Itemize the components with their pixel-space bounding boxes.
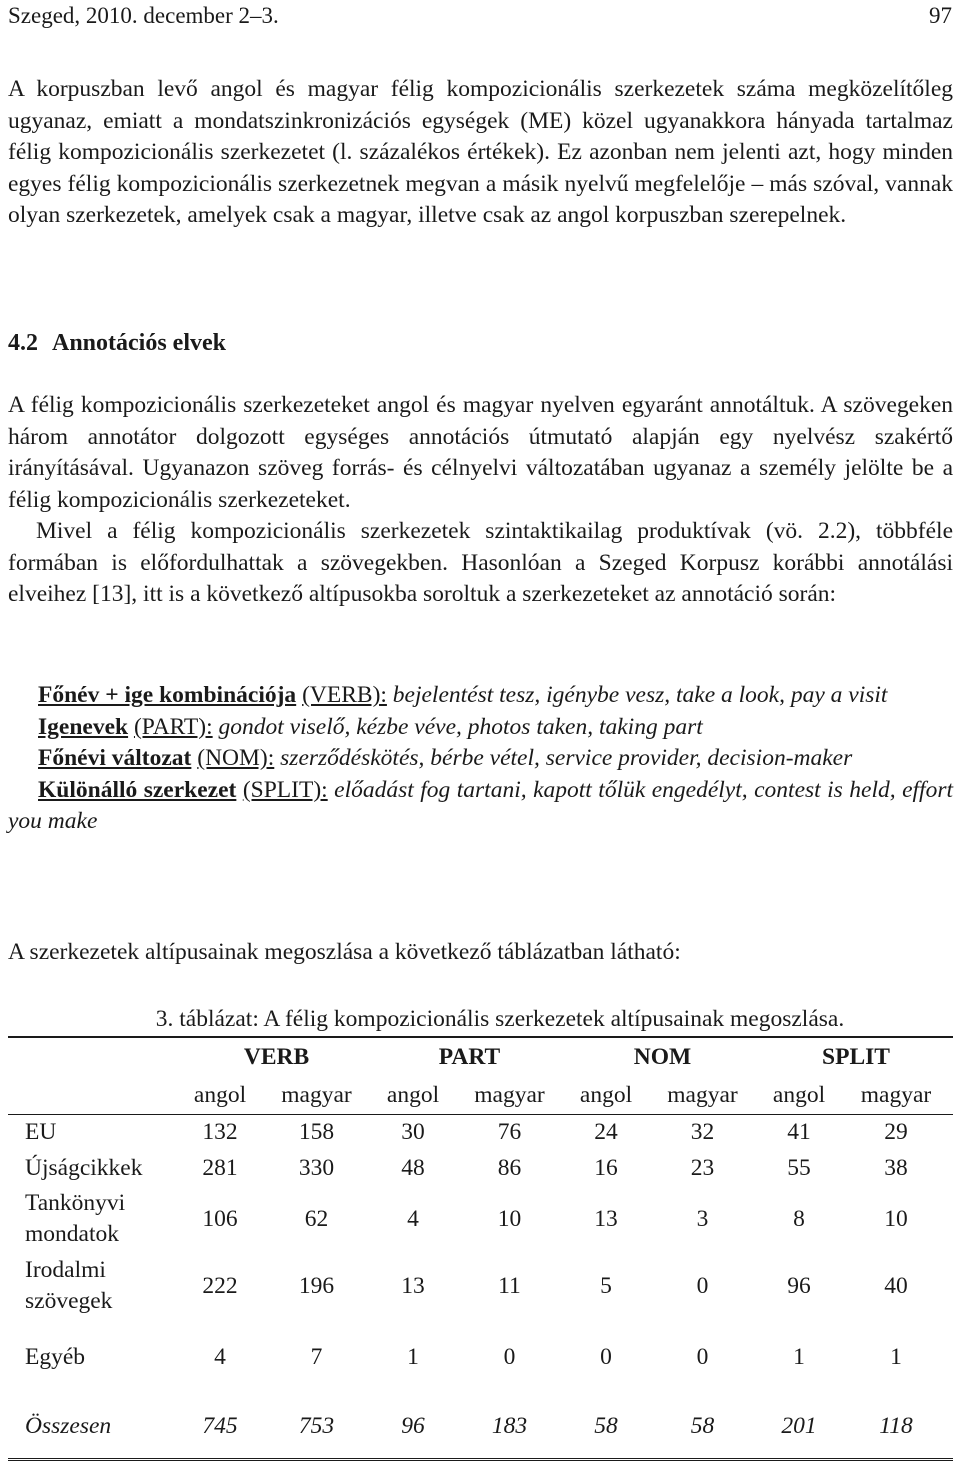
section-heading <box>8 327 226 359</box>
table-cell: 196 <box>298 1272 335 1299</box>
table-cell: 40 <box>884 1272 908 1299</box>
table-cell: 0 <box>696 1272 709 1299</box>
table-cell: 5 <box>600 1272 612 1299</box>
subtype-item <box>8 743 953 775</box>
table-row <box>8 1186 953 1252</box>
table-cell: 281 <box>202 1154 238 1181</box>
subtype-examples: bejelentést tesz, igénybe vesz, take a look, pay a visit <box>392 682 888 708</box>
table-intro: A szerkezetek altípusainak megoszlása a következő táblázatban látható: <box>8 939 681 965</box>
table-cell: 10 <box>884 1205 908 1232</box>
table-cell: 86 <box>497 1154 522 1181</box>
total-cell: 745 <box>202 1412 238 1439</box>
table-cell: 4 <box>407 1205 419 1232</box>
table-cell: 55 <box>787 1154 811 1181</box>
table-cell: 132 <box>202 1119 238 1145</box>
subtype-term: Főnévi változat <box>38 745 192 771</box>
table-cell: 11 <box>498 1272 521 1299</box>
section-paragraph-2: Mivel a félig kompozicionális szerkezetek szintaktikailag produktívak (vö. 2.2), többféle formában is előfordulhattak a szövegekben. Hasonlóan a Szeged Korpusz korábbi annotálási elveihez [13], itt is a következő altípusokba soroltuk a szerkezeteket az annotáció során: <box>8 518 953 607</box>
table-cell: 330 <box>298 1154 335 1181</box>
subtype-item <box>8 680 953 712</box>
table-cell: 1 <box>890 1343 902 1370</box>
subtype-term: Igenevek <box>38 713 129 740</box>
subtype-term: Főnév + ige kombinációja <box>38 682 297 708</box>
table-cell: 222 <box>202 1272 238 1299</box>
row-label <box>8 1320 180 1394</box>
table-cell: 3 <box>696 1205 709 1232</box>
subtype-term: Különálló szerkezet <box>38 776 237 803</box>
table-caption-text: 3. táblázat: A félig kompozicionális szerkezetek altípusainak megoszlása. <box>155 1006 845 1032</box>
row-label-line: Egyéb <box>25 1343 86 1370</box>
table-cell: 10 <box>497 1205 522 1232</box>
subtype-examples: szerződéskötés, bérbe vétel, service provider, decision-maker <box>280 745 853 771</box>
table-cell: 8 <box>793 1205 805 1232</box>
subtype-code: (NOM): <box>197 745 275 771</box>
row-label-line: Újságcikkek <box>25 1154 143 1181</box>
row-label <box>8 1186 180 1252</box>
column-subheader: magyar <box>281 1081 352 1108</box>
table-cell: 62 <box>304 1205 329 1232</box>
table-cell: 23 <box>690 1154 715 1181</box>
row-label-line: szövegek <box>25 1288 113 1314</box>
total-cell: 58 <box>594 1412 618 1439</box>
column-group-header: NOM <box>633 1043 692 1070</box>
subtype-examples: gondot viselő, kézbe véve, photos taken, taking part <box>218 713 703 740</box>
running-header-date: Szeged, 2010. december 2–3. <box>8 3 279 28</box>
column-group-header: PART <box>438 1043 501 1070</box>
subtype-code: (VERB): <box>302 682 387 708</box>
table-row <box>8 1252 953 1320</box>
table-cell: 7 <box>310 1343 323 1370</box>
table-cell: 4 <box>214 1343 226 1370</box>
row-label <box>8 1115 180 1151</box>
subtype-code: (PART): <box>133 713 213 740</box>
table-cell: 106 <box>202 1205 238 1232</box>
table-cell: 30 <box>401 1119 425 1145</box>
section-title: Annotációs elvek <box>52 330 226 356</box>
intro-paragraph: A korpuszban levő angol és magyar félig kompozicionális szerkezetek száma megközelítőleg ugyanaz, emiatt a mondatszinkronizációs egységek (ME) közel ugyanakkora hányada tartalmaz félig kompozicionális szerkezetet (l. százalékos értékek). Ez azonban nem jelenti azt, hogy minden egyes félig kompozicionális szerkezetnek megvan a másik nyelvű megfelelője – más szóval, vannak olyan szerkezetek, amelyek csak a magyar, illetve csak az angol korpuszban szerepelnek. <box>8 76 953 228</box>
table-cell: 48 <box>401 1154 425 1181</box>
table-cell: 76 <box>497 1119 522 1145</box>
page-header <box>8 2 952 30</box>
column-subheader: magyar <box>667 1081 738 1108</box>
table-corner <box>8 1037 180 1076</box>
table-row <box>8 1320 953 1394</box>
subtype-examples: előadást fog tartani, kapott tőlük engedélyt, contest is held, effort you make <box>8 776 954 834</box>
total-cell: 753 <box>298 1412 335 1439</box>
table-group-header-row <box>8 1037 953 1076</box>
row-label-line: mondatok <box>25 1221 119 1247</box>
table-cell: 29 <box>884 1119 908 1145</box>
table-cell: 0 <box>696 1343 709 1370</box>
row-label-line: Irodalmi <box>25 1257 106 1283</box>
page-number: 97 <box>929 3 952 28</box>
row-label-line: EU <box>25 1119 57 1145</box>
column-subheader: angol <box>772 1081 826 1108</box>
subtype-item <box>8 775 953 838</box>
distribution-table <box>8 1036 953 1461</box>
total-label: Összesen <box>25 1412 112 1439</box>
table-subheader-row <box>8 1076 953 1115</box>
table-caption <box>0 1004 960 1034</box>
table-cell: 0 <box>600 1343 612 1370</box>
section-number: 4.2 <box>8 330 38 356</box>
section-paragraph-1: A félig kompozicionális szerkezeteket angol és magyar nyelven egyaránt annotáltuk. A szövegeken három annotátor dolgozott egységes annotációs útmutató alapján egy nyelvész szakértő irányításával. Ugyanazon szöveg forrás- és célnyelvi változatában ugyanaz a személy jelölte be a félig kompozicionális szerkezeteket. <box>8 392 953 513</box>
table-cell: 41 <box>787 1119 811 1145</box>
table-cell: 32 <box>690 1119 715 1145</box>
table-cell: 96 <box>787 1272 811 1299</box>
subtype-code: (SPLIT): <box>242 776 328 803</box>
table-cell: 38 <box>884 1154 908 1181</box>
subtype-item <box>8 712 953 744</box>
total-cell: 58 <box>690 1412 715 1439</box>
table-row <box>8 1150 953 1186</box>
table-cell: 158 <box>298 1119 335 1145</box>
table-cell: 0 <box>503 1343 516 1370</box>
column-group-header: VERB <box>243 1043 310 1070</box>
row-label <box>8 1150 180 1186</box>
table-cell: 13 <box>401 1272 425 1299</box>
column-subheader: angol <box>386 1081 440 1108</box>
total-cell: 118 <box>879 1412 913 1439</box>
row-label-line: Tankönyvi <box>25 1190 126 1216</box>
table-total-row <box>8 1394 953 1460</box>
table-row <box>8 1115 953 1151</box>
column-subheader: angol <box>193 1081 247 1108</box>
table-cell: 16 <box>594 1154 618 1181</box>
total-cell: 183 <box>491 1412 528 1439</box>
table-corner <box>8 1076 180 1115</box>
table-cell: 1 <box>793 1343 805 1370</box>
table-cell: 13 <box>594 1205 618 1232</box>
table-cell: 24 <box>594 1119 618 1145</box>
column-group-header: SPLIT <box>822 1043 890 1070</box>
column-subheader: magyar <box>860 1081 932 1108</box>
table-cell: 1 <box>407 1343 419 1370</box>
subtype-list <box>8 680 953 838</box>
total-cell: 96 <box>401 1412 425 1439</box>
row-label <box>8 1252 180 1320</box>
total-cell: 201 <box>781 1412 817 1439</box>
column-subheader: magyar <box>474 1081 545 1108</box>
column-subheader: angol <box>579 1081 633 1108</box>
